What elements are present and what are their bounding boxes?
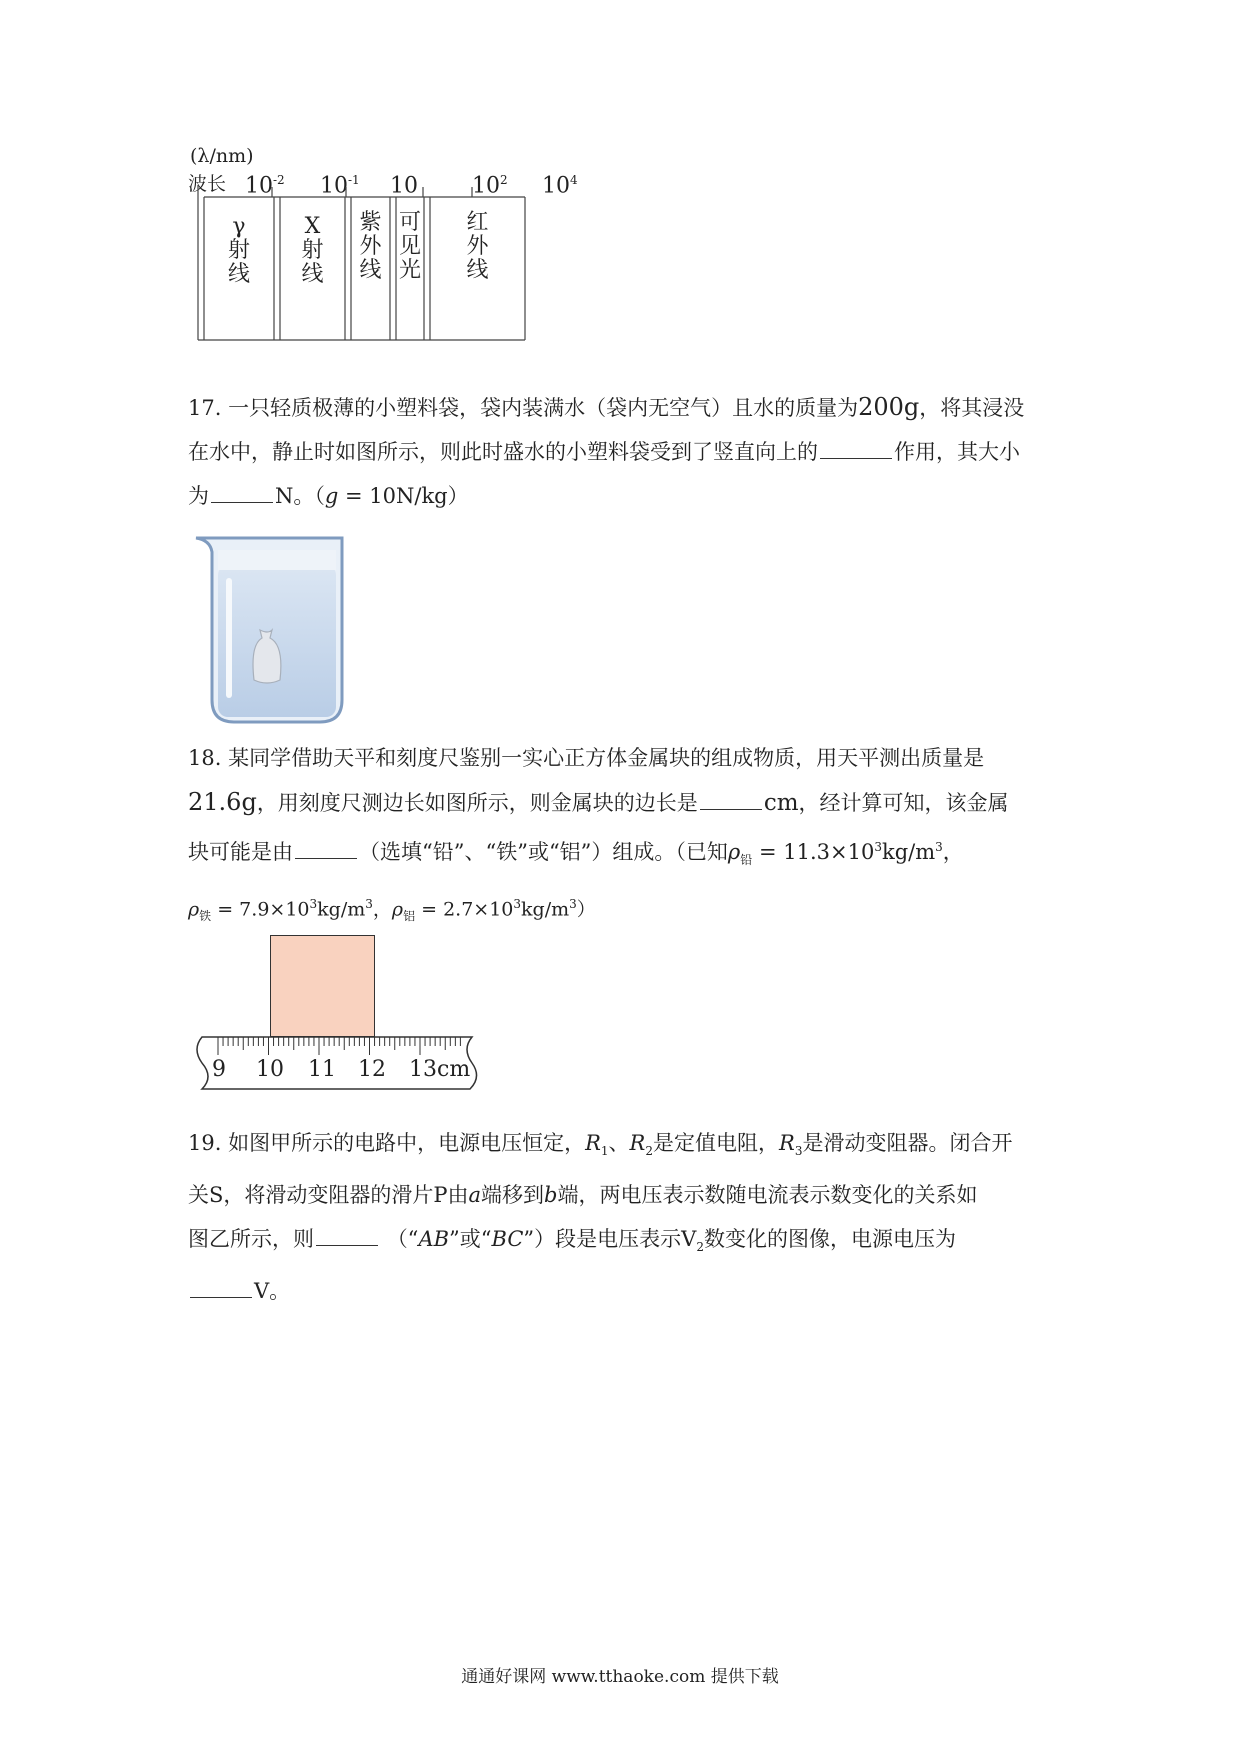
q17-line-2: 在水中，静止时如图所示，则此时盛水的小塑料袋受到了竖直向上的 作用，其大小 <box>188 430 1068 474</box>
q19-line-3: 图乙所示，则 （“AB”或“BC”）段是电压表示$V_2$数变化的图像，电源电压为 <box>188 1217 1068 1269</box>
question-17 <box>188 385 1068 518</box>
q18-blank-1[interactable] <box>700 788 762 810</box>
q17-blank-1[interactable] <box>820 437 892 459</box>
page-footer: 通通好课网 www.tthaoke.com 提供下载 <box>461 1667 779 1687</box>
ruler-label-12: 12 <box>358 1057 386 1082</box>
q19-blank-1[interactable] <box>316 1224 378 1246</box>
spectrum-tick-5: $10^4$ <box>542 173 578 199</box>
spectrum-tick-1: $10^{-2}$ <box>245 173 285 199</box>
band-visible: 可 见 光 <box>398 210 421 283</box>
spectrum-tick-3: 10 <box>390 173 418 199</box>
metal-cube <box>270 935 375 1037</box>
q18-blank-2[interactable] <box>295 837 357 859</box>
question-19 <box>188 1121 1068 1313</box>
q17-line-1: 17. 一只轻质极薄的小塑料袋，袋内装满水（袋内无空气）且水的质量为200g，将其浸没 <box>188 393 1025 421</box>
ruler-label-9: 9 <box>212 1057 226 1082</box>
question-18 <box>188 736 1068 938</box>
ruler-label-11: 11 <box>308 1057 336 1082</box>
ruler-label-13cm: 13cm <box>409 1057 471 1082</box>
ruler-label-10: 10 <box>256 1057 284 1082</box>
q18-line-2: 21.6g，用刻度尺测边长如图所示，则金属块的边长是 cm，经计算可知，该金属 <box>188 788 1009 816</box>
q17-blank-2[interactable] <box>211 481 273 503</box>
band-ultraviolet: 紫 外 线 <box>359 210 382 283</box>
spectrum-figure <box>190 145 590 345</box>
q17-line-3: 为 N。（g = 10N/kg） <box>188 474 1068 518</box>
spectrum-axis-label: 波长 <box>188 173 227 195</box>
q18-line-1: 18. 某同学借助天平和刻度尺鉴别一实心正方体金属块的组成物质，用天平测出质量是 <box>188 746 985 770</box>
q18-line-3: 块可能是由 （选填“铅”、“铁”或“铝”）组成。（已知$\rho_铅 = 11.3\times 10^3kg/m^3$， <box>188 825 1068 882</box>
ruler-figure <box>190 935 490 1095</box>
q18-line-4: $\rho_铁 = 7.9\times 10^3kg/m^3$，$\rho_铝 = 2.7\times 10^3kg/m^3$） <box>188 897 596 924</box>
band-infrared: 红 外 线 <box>466 210 489 283</box>
q19-line-2: 关S，将滑动变阻器的滑片P由a端移到b端，两电压表示数随电流表示数变化的关系如 <box>188 1183 978 1208</box>
beaker-figure <box>190 530 370 730</box>
spectrum-unit-label: (λ/nm) <box>190 145 254 167</box>
spectrum-tick-2: $10^{-1}$ <box>320 173 360 199</box>
band-gamma: γ 射 线 <box>227 214 250 287</box>
q19-line-1: 19. 如图甲所示的电路中，电源电压恒定，$R_1$、$R_2$是定值电阻，$R_3$是滑动变阻器。闭合开 <box>188 1131 1013 1159</box>
band-xray: X 射 线 <box>301 214 324 287</box>
q19-line-4: V。 <box>188 1269 1068 1313</box>
q19-blank-2[interactable] <box>190 1276 252 1298</box>
spectrum-tick-4: $10^2$ <box>472 173 508 199</box>
